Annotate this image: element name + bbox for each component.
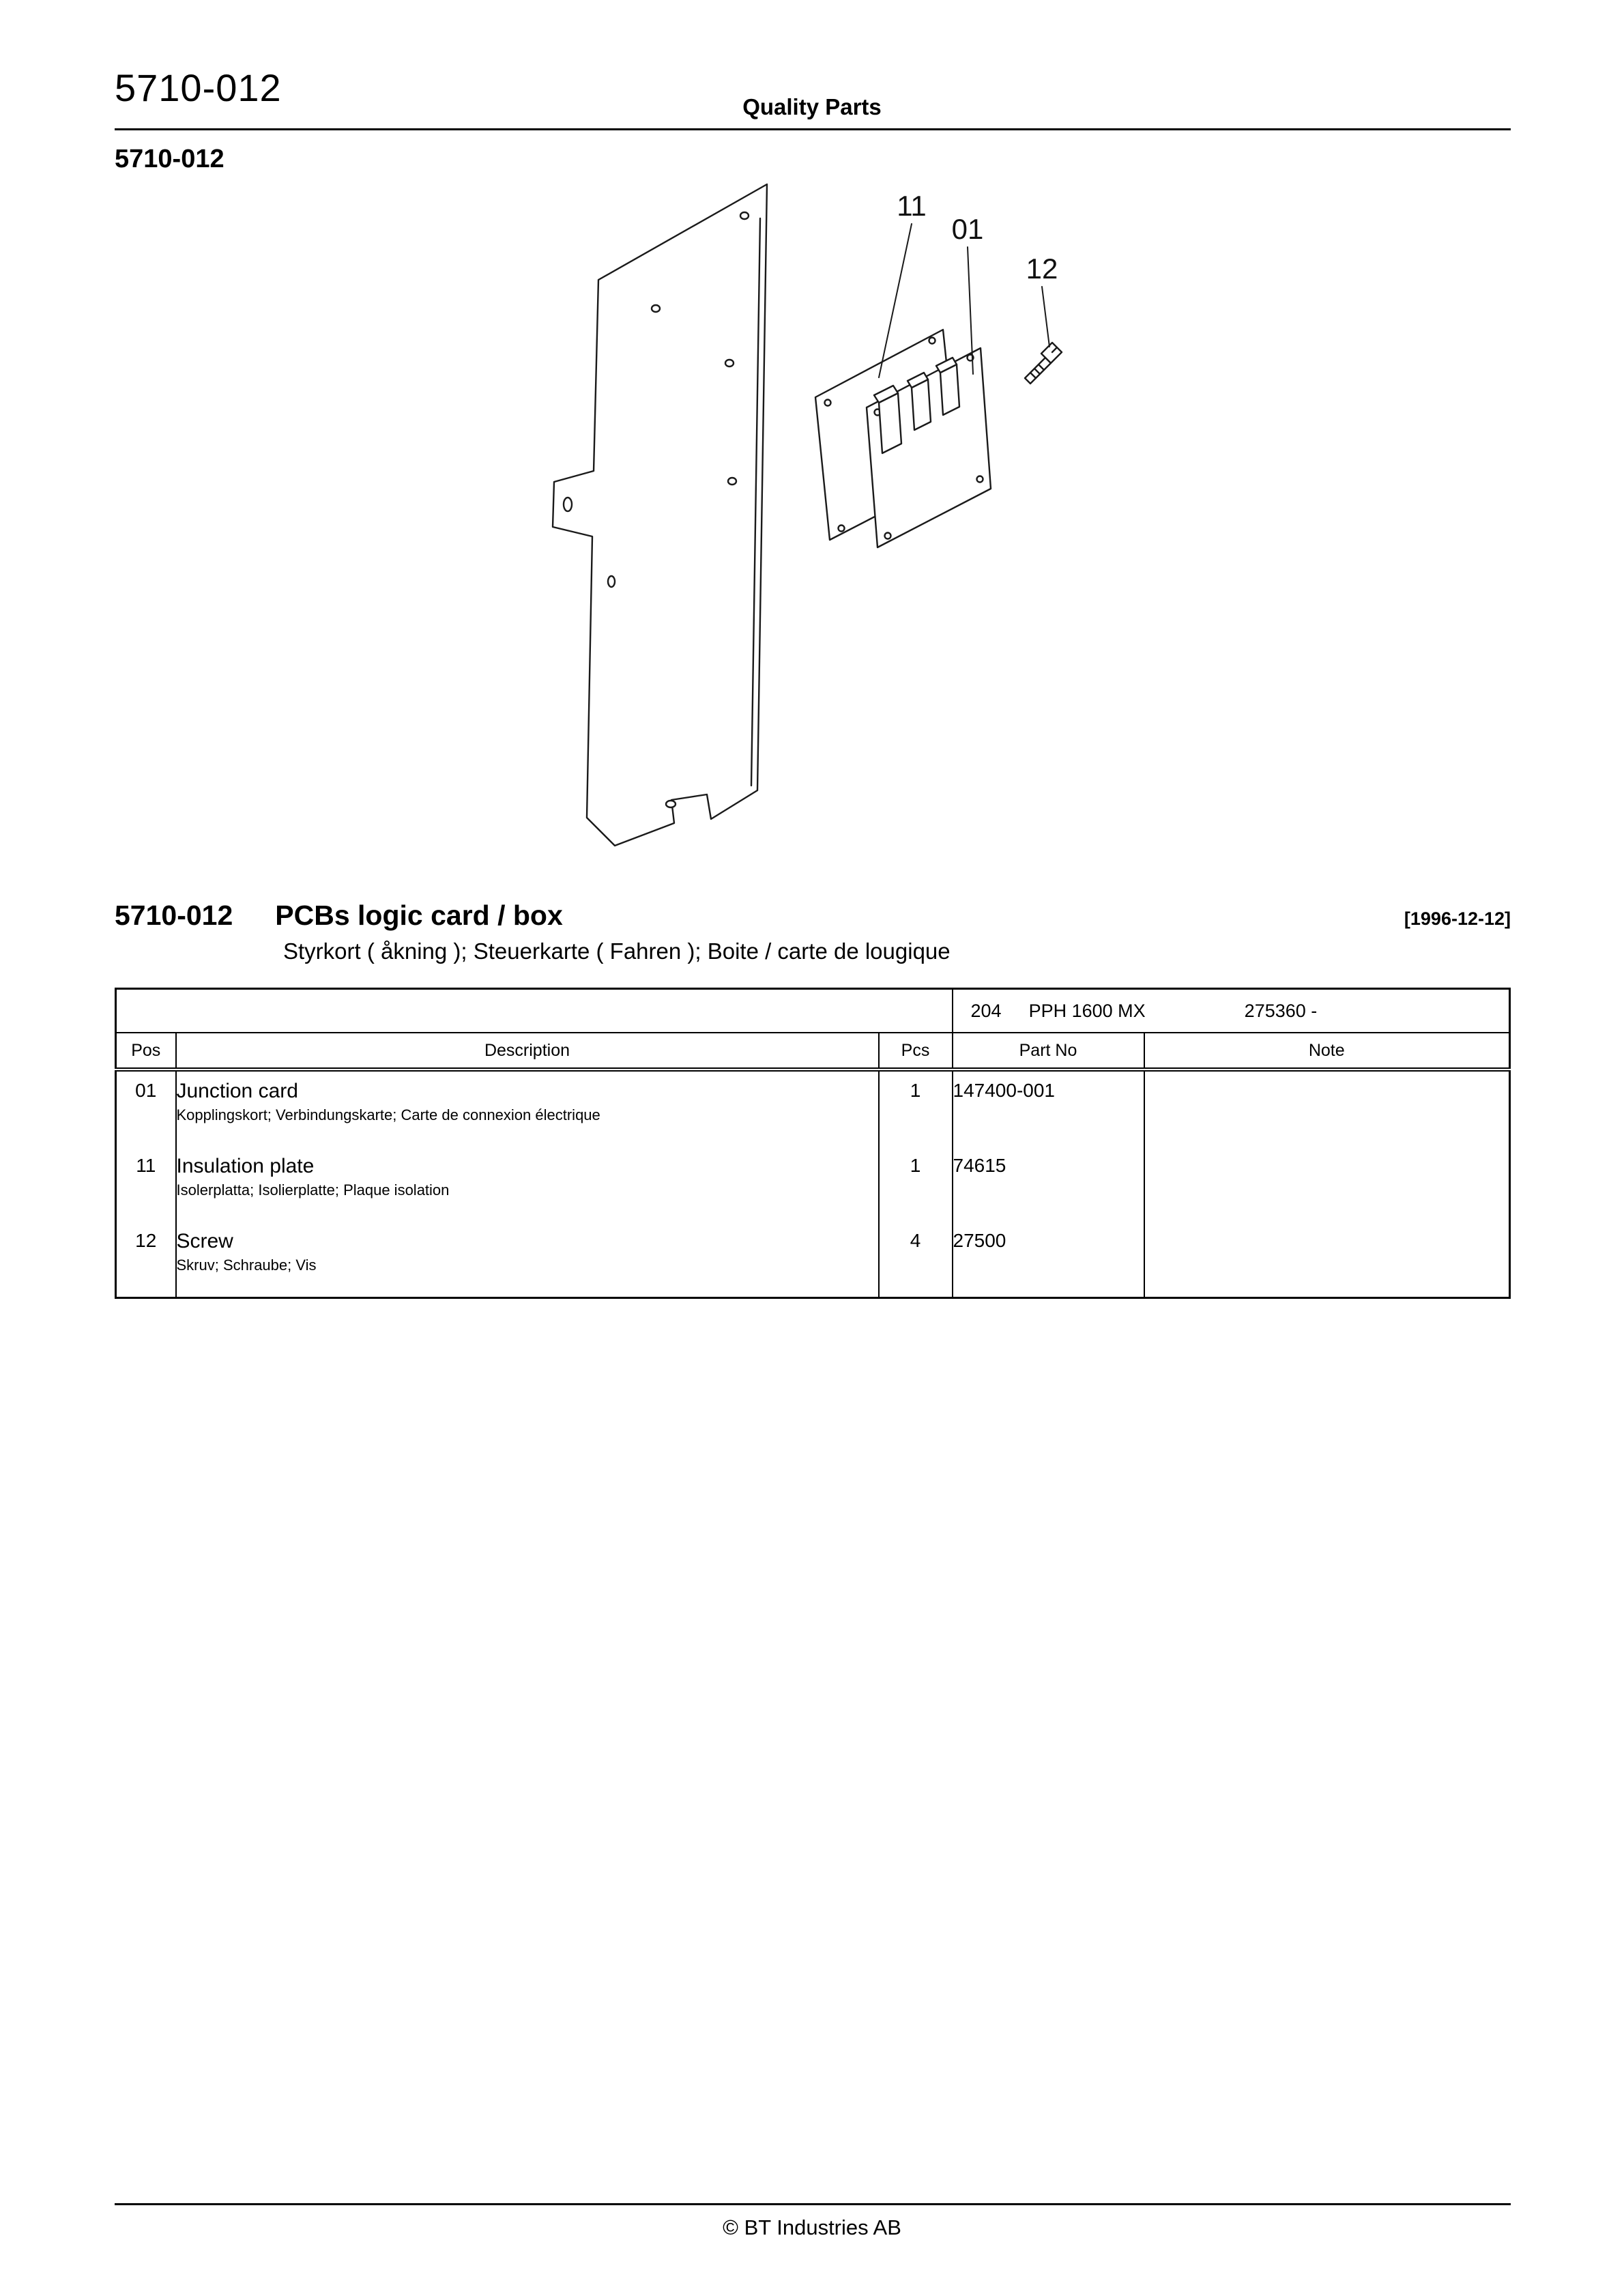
col-header-description: Description: [176, 1033, 879, 1070]
machine-row-spacer: [116, 989, 953, 1033]
mounting-plate-shape: [553, 184, 767, 846]
part-pos: 01: [135, 1080, 157, 1101]
machine-serial-range: 275360 -: [1244, 1000, 1318, 1021]
screw-shank: [1025, 358, 1051, 384]
parts-list-section: [115, 900, 1511, 1299]
page-header-title: Quality Parts: [742, 94, 882, 119]
col-header-pos: Pos: [116, 1033, 176, 1070]
section-title: PCBs logic card / box: [275, 900, 563, 931]
part-description: Insulation plate: [176, 1155, 315, 1177]
exploded-parts-diagram: [532, 176, 1105, 869]
section-title-row: [115, 900, 1511, 932]
part-pcs: 4: [879, 1222, 953, 1298]
parts-table: [115, 988, 1511, 1299]
part-pos: 11: [136, 1155, 156, 1176]
col-header-partno: Part No: [953, 1033, 1144, 1070]
footer-copyright: © BT Industries AB: [723, 2215, 901, 2239]
part-note: [1144, 1222, 1510, 1298]
callout-11: 11: [897, 190, 927, 222]
table-row: [116, 1147, 1510, 1222]
figure-number: 5710-012: [115, 145, 224, 173]
part-number: 147400-001: [953, 1070, 1144, 1147]
part-description-cell: [176, 1147, 879, 1222]
diagram-svg: [532, 176, 1105, 869]
part-description-cell: [176, 1222, 879, 1298]
part-description-translations: Kopplingskort; Verbindungskarte; Carte de connexion électrique: [176, 1106, 600, 1123]
mounting-plate: [553, 184, 767, 846]
part-number: 27500: [953, 1222, 1144, 1298]
screw: [1025, 343, 1062, 384]
part-pcs: 1: [879, 1070, 953, 1147]
machine-info-cell: [953, 989, 1510, 1033]
section-date: [1996-12-12]: [1404, 908, 1511, 929]
machine-model: PPH 1600 MX: [1028, 1000, 1146, 1021]
machine-code: 204: [970, 1000, 1002, 1021]
part-note: [1144, 1147, 1510, 1222]
col-header-note: Note: [1144, 1033, 1510, 1070]
callout-12: 12: [1026, 253, 1058, 285]
table-row: [116, 1070, 1510, 1147]
callout-01: 01: [951, 213, 984, 245]
part-description: Junction card: [176, 1080, 298, 1102]
col-header-pcs: Pcs: [879, 1033, 953, 1070]
section-subtitle: Styrkort ( åkning ); Steuerkarte ( Fahren ); Boite / carte de lougique: [283, 938, 951, 964]
header-divider: [115, 128, 1511, 130]
part-description-translations: Skruv; Schraube; Vis: [176, 1257, 317, 1274]
leader-line-12: [1042, 287, 1049, 347]
section-number: 5710-012: [115, 900, 233, 931]
part-number: 74615: [953, 1147, 1144, 1222]
footer-divider: [115, 2203, 1511, 2205]
table-row: [116, 1222, 1510, 1298]
callout-labels: [897, 190, 1058, 285]
table-header-row: [116, 1033, 1510, 1070]
page-doc-number: 5710-012: [115, 66, 282, 109]
part-pos: 12: [135, 1230, 157, 1251]
machine-variant-row: [116, 989, 1510, 1033]
part-description: Screw: [176, 1230, 233, 1252]
part-description-cell: [176, 1070, 879, 1147]
part-description-translations: Isolerplatta; Isolierplatte; Plaque isolation: [176, 1181, 450, 1199]
part-note: [1144, 1070, 1510, 1147]
part-pcs: 1: [879, 1147, 953, 1222]
